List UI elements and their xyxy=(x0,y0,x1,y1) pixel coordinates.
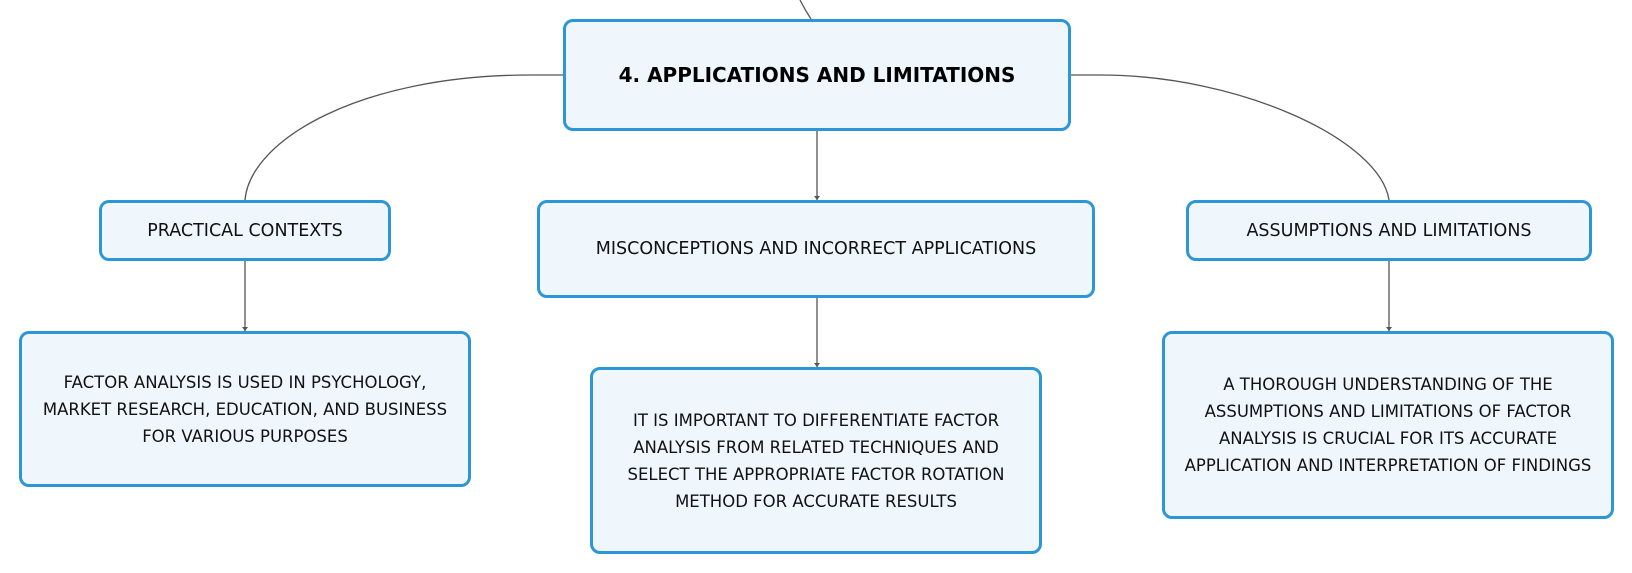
node-practical-contexts-label: PRACTICAL CONTEXTS xyxy=(147,220,343,241)
root-node-label: 4. APPLICATIONS AND LIMITATIONS xyxy=(618,63,1016,87)
detail-assumptions-limitations[interactable] xyxy=(1162,331,1614,519)
connector-from-parent xyxy=(800,0,811,19)
node-misconceptions[interactable] xyxy=(537,200,1095,298)
detail-assumptions-limitations-text: A THOROUGH UNDERSTANDING OF THE ASSUMPTIONS AND LIMITATIONS OF FACTOR ANALYSIS IS CRUCIAL FOR ITS ACCURATE APPLICATION AND INTERPRETATION OF FINDINGS xyxy=(1184,375,1592,475)
node-misconceptions-label: MISCONCEPTIONS AND INCORRECT APPLICATIONS xyxy=(595,239,1037,259)
node-practical-contexts[interactable] xyxy=(99,200,391,261)
detail-misconceptions[interactable] xyxy=(590,367,1042,554)
detail-practical-contexts-text: FACTOR ANALYSIS IS USED IN PSYCHOLOGY, MARKET RESEARCH, EDUCATION, AND BUSINESS FOR VARIOUS PURPOSES xyxy=(42,372,448,446)
detail-practical-contexts[interactable] xyxy=(19,331,471,487)
node-assumptions-limitations-label: ASSUMPTIONS AND LIMITATIONS xyxy=(1246,220,1532,241)
detail-misconceptions-text: IT IS IMPORTANT TO DIFFERENTIATE FACTOR ANALYSIS FROM RELATED TECHNIQUES AND SELECT THE APPROPRIATE FACTOR ROTATION METHOD FOR ACCURATE RESULTS xyxy=(627,410,1005,511)
connector-root-practical xyxy=(245,75,563,200)
node-assumptions-limitations[interactable] xyxy=(1186,200,1592,261)
root-node[interactable] xyxy=(563,19,1071,131)
connector-root-assumptions xyxy=(1071,75,1389,200)
